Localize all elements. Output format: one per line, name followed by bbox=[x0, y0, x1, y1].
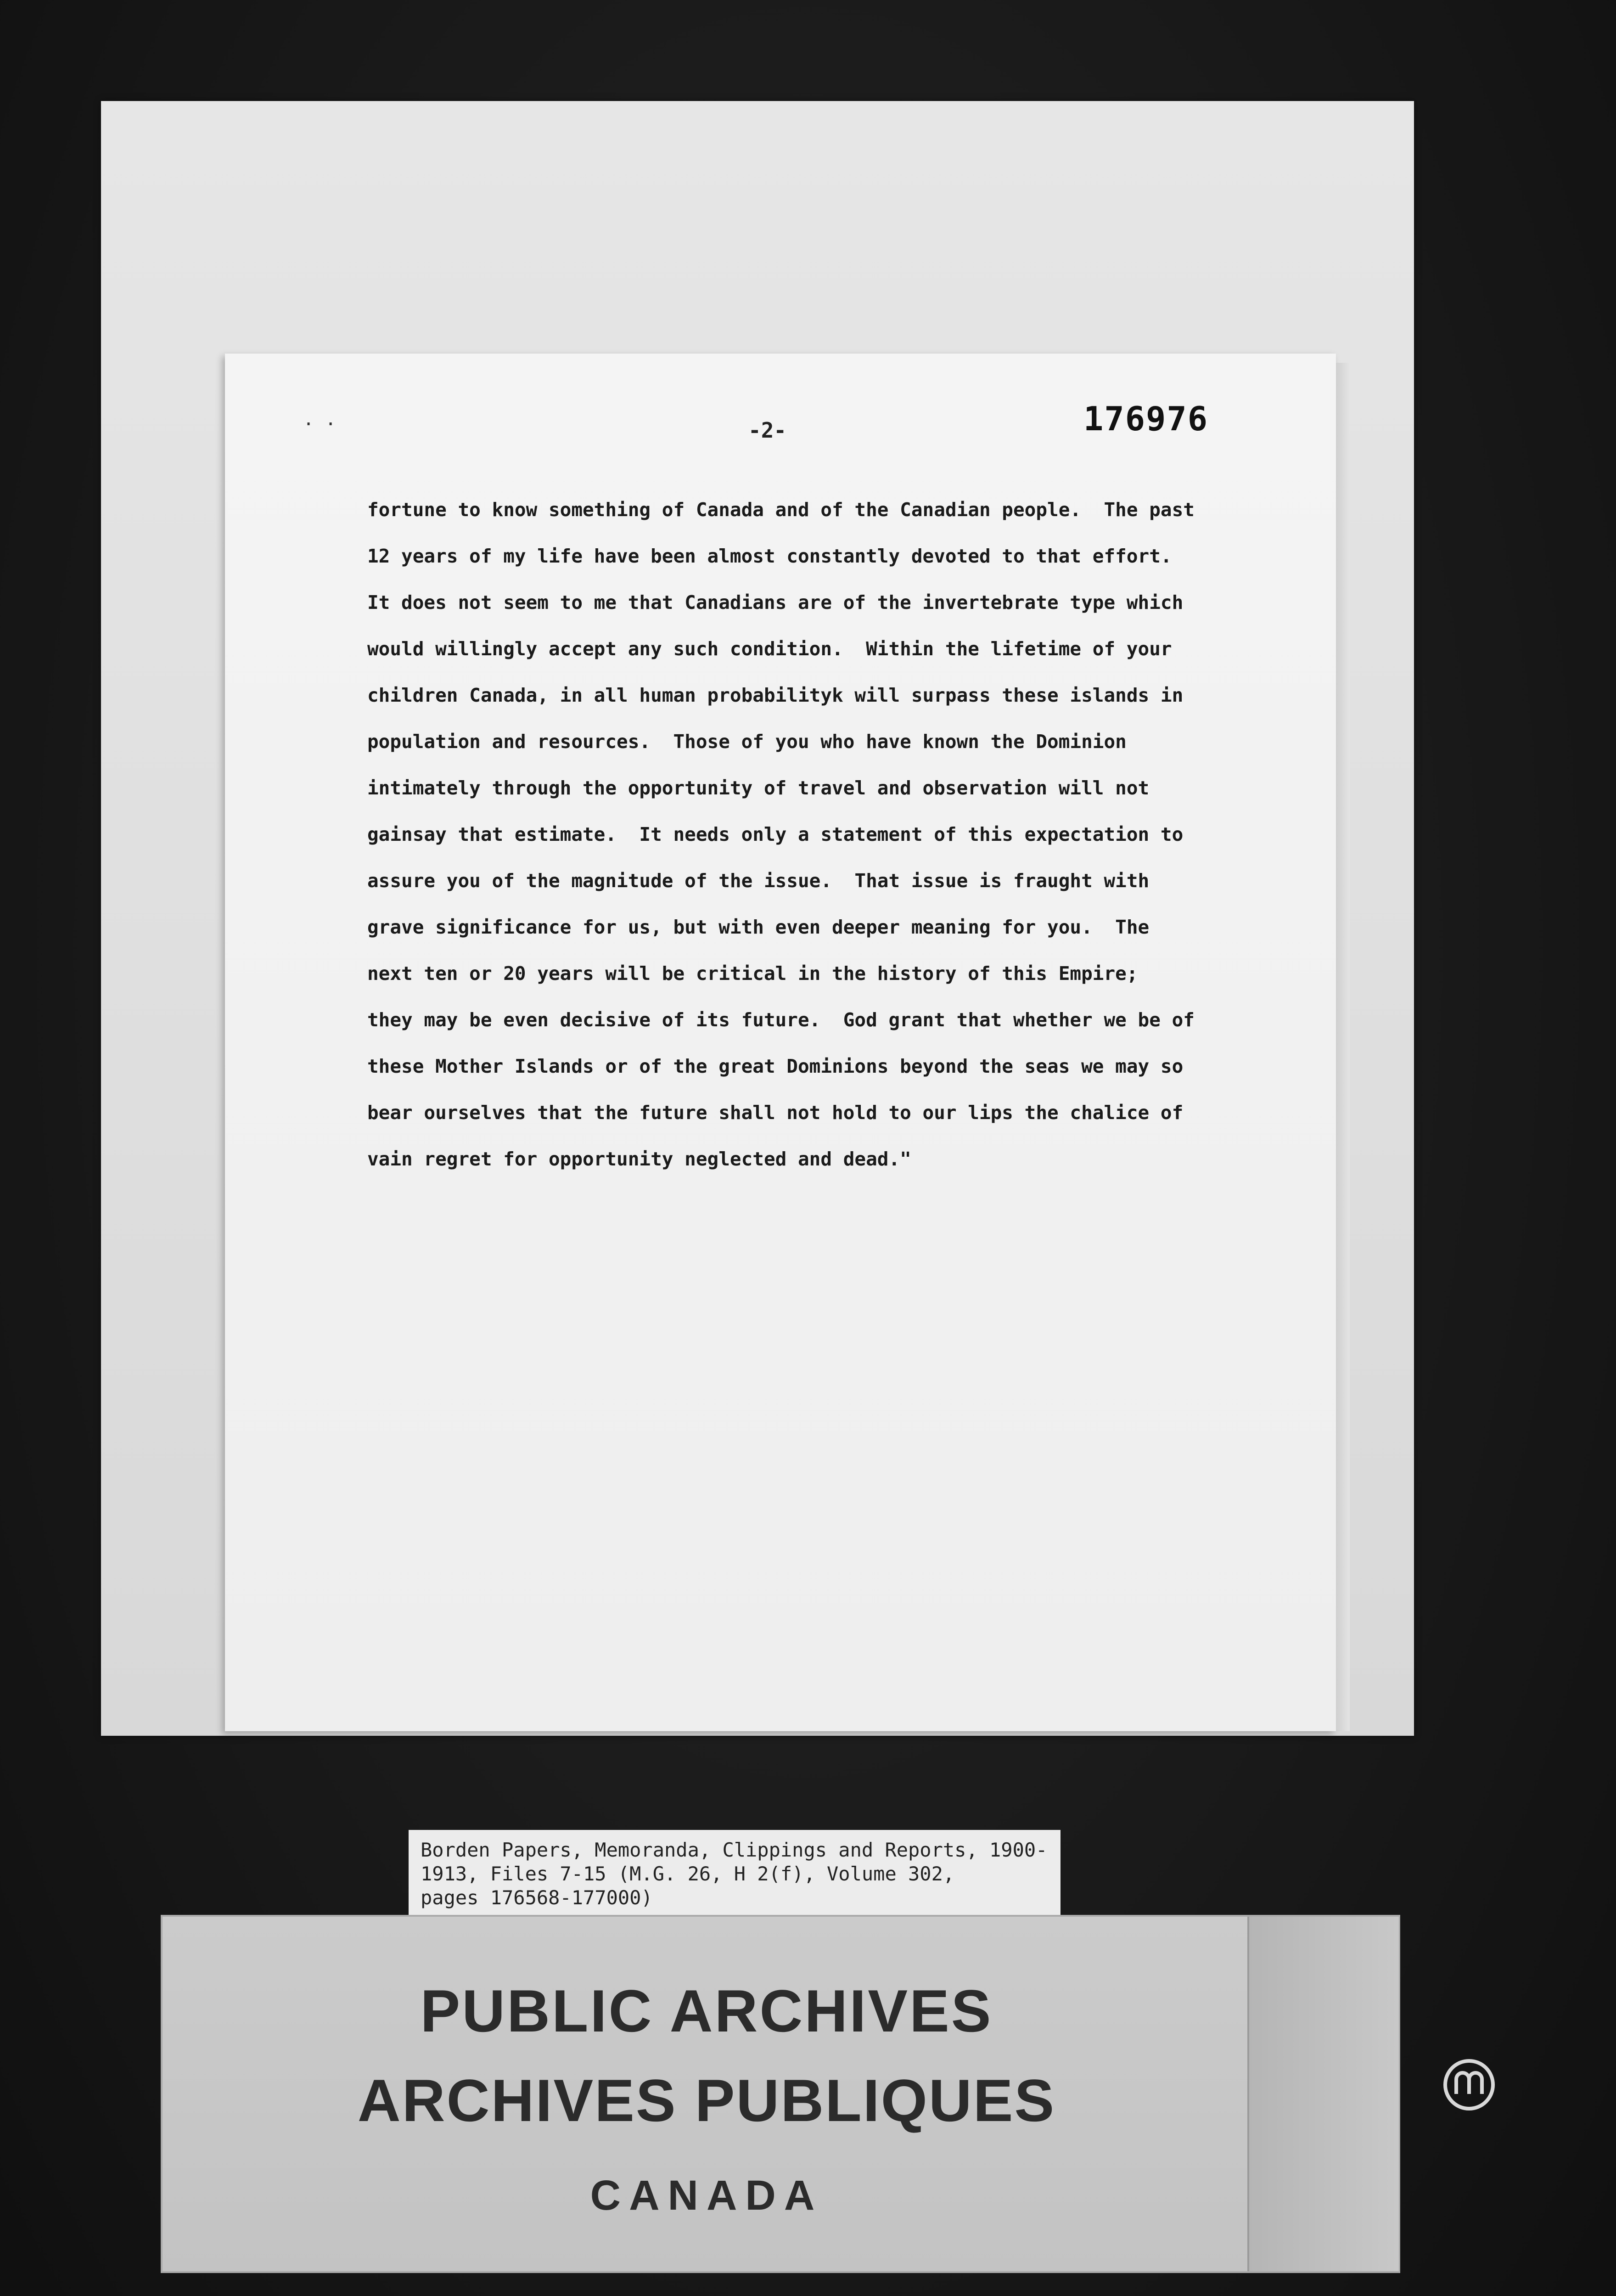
text-line: vain regret for opportunity neglected and dead." bbox=[367, 1148, 911, 1170]
archives-stamp bbox=[161, 1915, 1400, 2273]
stamp-country: CANADA bbox=[590, 2172, 823, 2219]
stamp-title-french: ARCHIVES PUBLIQUES bbox=[357, 2067, 1056, 2134]
text-line: grave significance for us, but with even deeper meaning for you. The bbox=[367, 916, 1150, 938]
citation-line: 1913, Files 7-15 (M.G. 26, H 2(f), Volume 302, bbox=[421, 1863, 955, 1885]
archives-logo-icon bbox=[1442, 2057, 1497, 2112]
text-line: 12 years of my life have been almost constantly devoted to that effort. bbox=[367, 545, 1172, 567]
typed-page bbox=[225, 354, 1336, 1731]
letter-body bbox=[367, 487, 1267, 1182]
text-line: they may be even decisive of its future. God grant that whether we be of bbox=[367, 1009, 1195, 1031]
text-line: these Mother Islands or of the great Dominions beyond the seas we may so bbox=[367, 1055, 1184, 1077]
page-speck: . . bbox=[303, 409, 337, 430]
document-number: 176976 bbox=[1083, 400, 1209, 438]
citation-label bbox=[409, 1830, 1060, 1919]
page-number: -2- bbox=[748, 418, 787, 443]
text-line: It does not seem to me that Canadians are of the invertebrate type which bbox=[367, 591, 1184, 613]
text-line: next ten or 20 years will be critical in the history of this Empire; bbox=[367, 962, 1138, 985]
text-line: gainsay that estimate. It needs only a statement of this expectation to bbox=[367, 823, 1184, 845]
text-line: children Canada, in all human probabilityk will surpass these islands in bbox=[367, 684, 1184, 706]
citation-line: Borden Papers, Memoranda, Clippings and Reports, 1900- bbox=[421, 1839, 1048, 1861]
text-line: assure you of the magnitude of the issue. That issue is fraught with bbox=[367, 870, 1150, 892]
text-line: would willingly accept any such condition. Within the lifetime of your bbox=[367, 638, 1172, 660]
text-line: bear ourselves that the future shall not hold to our lips the chalice of bbox=[367, 1102, 1184, 1124]
text-line: population and resources. Those of you who have known the Dominion bbox=[367, 731, 1127, 753]
stamp-title-english: PUBLIC ARCHIVES bbox=[420, 1977, 993, 2044]
stamp-side-panel bbox=[1247, 1917, 1399, 2271]
citation-line: pages 176568-177000) bbox=[421, 1886, 653, 1909]
text-line: fortune to know something of Canada and of the Canadian people. The past bbox=[367, 499, 1195, 521]
text-line: intimately through the opportunity of travel and observation will not bbox=[367, 777, 1150, 799]
